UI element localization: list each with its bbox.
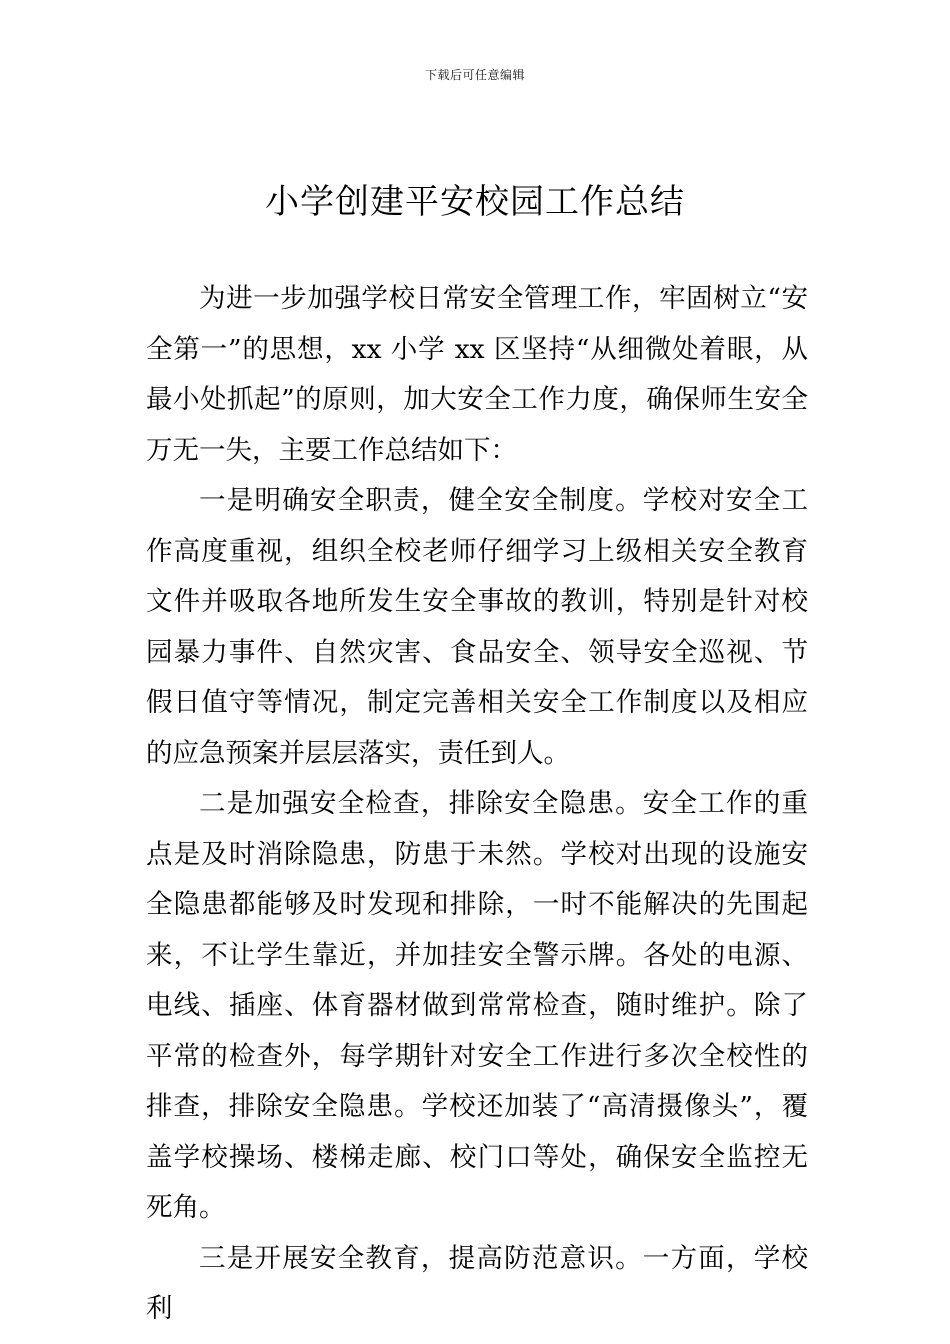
paragraph-two: 二是加强安全检查，排除安全隐患。安全工作的重点是及时消除隐患，防患于未然。学校对出现的设施安全隐患都能够及时发现和排除，一时不能解决的先围起来，不让学生靠近，并加挂安全警示牌。各处的电源、电线、插座、体育器材做到常常检查，随时维护。除了平常的检查外，每学期针对安全工作进行多次全校性的排查，排除安全隐患。学校还加装了“高清摄像头”，覆盖学校操场、楼梯走廊、校门口等处，确保安全监控无死角。 <box>146 788 808 1223</box>
header-note: 下载后可任意编辑 <box>424 68 525 82</box>
document-body <box>146 274 808 1335</box>
paragraph-three: 三是开展安全教育，提高防范意识。一方面，学校利 <box>146 1242 808 1324</box>
paragraph-one: 一是明确安全职责，健全安全制度。学校对安全工作高度重视，组织全校老师仔细学习上级相关安全教育文件并吸取各地所发生安全事故的教训，特别是针对校园暴力事件、自然灾害、食品安全、领导安全巡视、节假日值守等情况，制定完善相关安全工作制度以及相应的应急预案并层层落实，责任到人。 <box>146 485 808 769</box>
document-title: 小学创建平安校园工作总结 <box>265 182 685 222</box>
paragraph-intro: 为进一步加强学校日常安全管理工作，牢固树立“安全第一”的思想，xx 小学 xx 区坚持“从细微处着眼，从最小处抓起”的原则，加大安全工作力度，确保师生安全万无一失，主要工作总结如下： <box>146 283 808 466</box>
